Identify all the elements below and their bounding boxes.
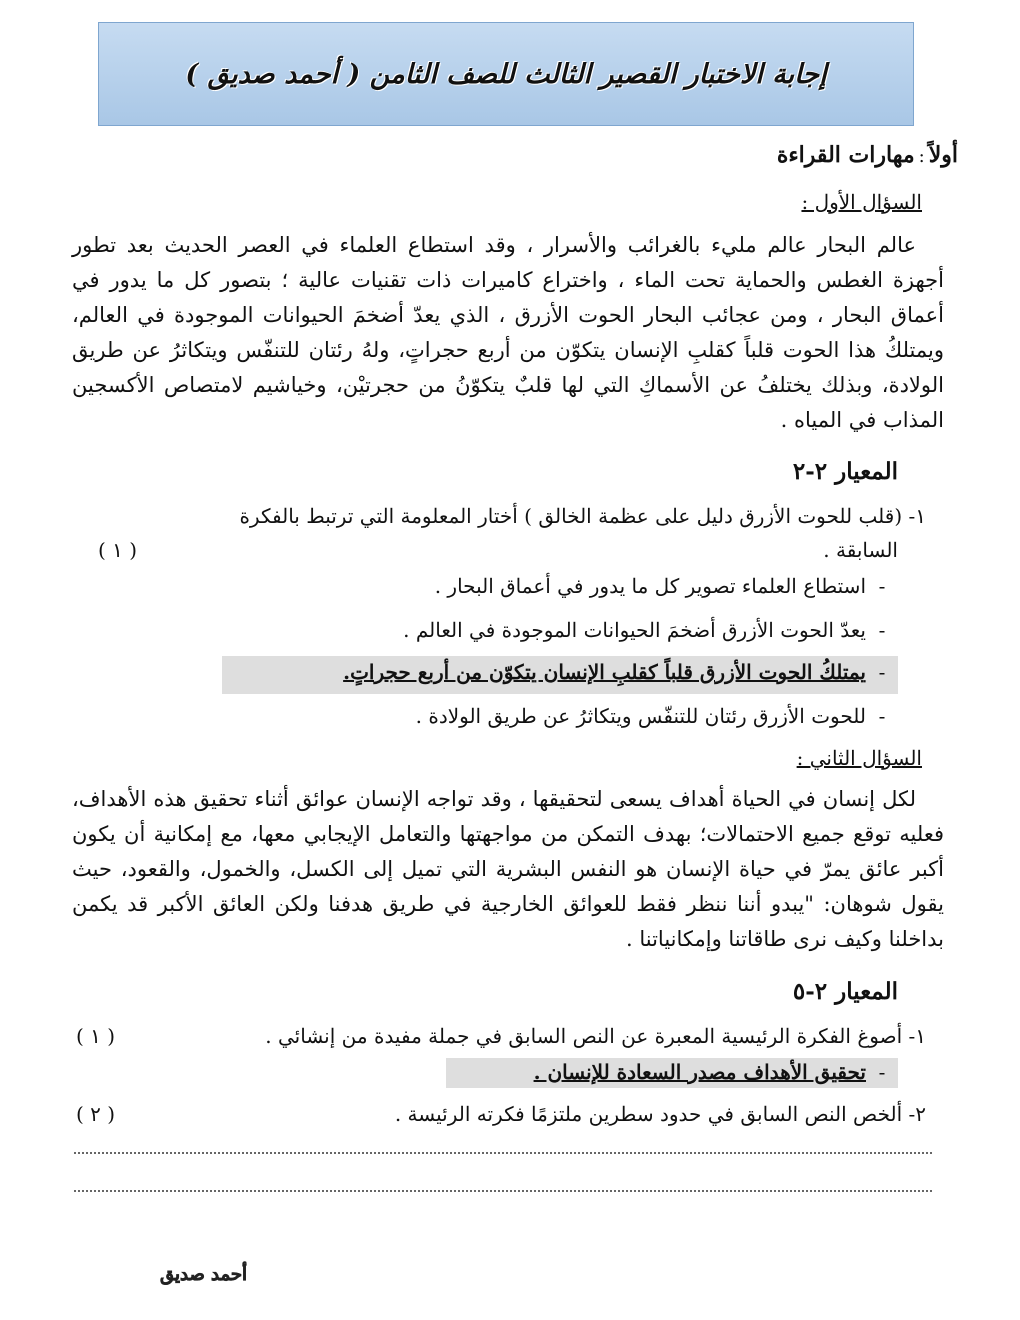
section-name: مهارات القراءة <box>776 142 915 168</box>
option-3-selected[interactable] <box>343 660 898 684</box>
option-4-dash: - <box>878 704 886 728</box>
title-banner <box>98 22 914 126</box>
answer-line-2[interactable] <box>74 1190 932 1192</box>
question-2-passage <box>72 782 944 957</box>
option-3-text: يمتلكُ الحوت الأزرق قلباً كقلبِ الإنسان يتكوّن من أربع حجراتٍ. <box>343 660 866 684</box>
answer-line-1[interactable] <box>74 1152 932 1154</box>
option-3-dash: - <box>878 660 886 684</box>
passage-2-text: لكل إنسان في الحياة أهداف يسعى لتحقيقها ، وقد تواجه الإنسان عوائق أثناء تحقيق هذه الأهداف، فعليه توقع جميع الاحتمالات؛ بهدف التمكن من مواجهتها والتعامل الإيجابي معها، مع إمكانية أن يكون أكبر عائق يمرّ في حياة الإنسان هو النفس البشرية التي تميل إلى الكسل، والخمول، والقعود، حيث يقول شوهان: "يبدو أننا ننظر فقط للعوائق الخارجية في طريق هدفنا ولكن العائق الأكبر قد يكمن بداخلنا وكيف نرى طاقاتنا وإمكانياتنا . <box>72 787 944 951</box>
option-2-dash: - <box>878 618 886 642</box>
section-label: أولاً <box>928 142 958 168</box>
question-1-mark: ( ١ ) <box>98 538 138 562</box>
question-2-item-1-mark: ( ١ ) <box>76 1024 116 1048</box>
page-title: إجابة الاختبار القصير الثالث للصف الثامن ( أحمد صديق ) <box>185 58 827 90</box>
option-1[interactable] <box>435 574 898 598</box>
author-signature: أحمد صديق <box>160 1264 248 1285</box>
section-heading <box>777 142 958 168</box>
question-2-answer <box>534 1060 898 1084</box>
question-1-item-line2: السابقة . <box>823 538 898 562</box>
section-separator: : <box>918 146 925 167</box>
answer-dash: - <box>878 1060 886 1084</box>
option-2-text: يعدّ الحوت الأزرق أضخمَ الحيوانات الموجودة في العالم . <box>403 618 866 642</box>
option-2[interactable] <box>403 618 898 642</box>
option-1-text: استطاع العلماء تصوير كل ما يدور في أعماق البحار . <box>434 574 866 598</box>
option-4[interactable] <box>416 704 898 728</box>
standard-2-label: المعيار ٢-٥ <box>792 978 898 1005</box>
standard-1-label: المعيار ٢-٢ <box>792 458 898 485</box>
question-2-title: السؤال الثاني : <box>796 746 922 770</box>
answer-text: تحقيق الأهداف مصدر السعادة للإنسان . <box>533 1060 866 1084</box>
question-2-item-2-mark: ( ٢ ) <box>76 1102 116 1126</box>
question-1-title: السؤال الأول : <box>801 190 922 214</box>
option-1-dash: - <box>878 574 886 598</box>
question-2-item-2: ٢- ألخص النص السابق في حدود سطرين ملتزمًا فكرته الرئيسة . <box>394 1102 926 1126</box>
question-2-item-1: ١- أصوغ الفكرة الرئيسية المعبرة عن النص السابق في جملة مفيدة من إنشائي . <box>265 1024 926 1048</box>
passage-1-text: عالم البحار عالم مليء بالغرائب والأسرار ، وقد استطاع العلماء في العصر الحديث بعد تطور أجهزة الغطس والحماية تحت الماء ، واختراع كاميرات ذات تقنيات عالية ؛ بتصور كل ما يدور في أعماق البحار ، ومن عجائب البحار الحوت الأزرق ، الذي يعدّ أضخمَ الحيوانات الموجودة في العالم، ويمتلكُ هذا الحوت قلباً كقلبِ الإنسان يتكوّن من أربع حجراتٍ، ولهُ رئتان للتنفّس ويتكاثرُ عن طريق الولادة، وبذلك يختلفُ عن الأسماكِ التي لها قلبٌ يتكوّنُ من حجرتيْن، وخياشيم لامتصاص الأكسجين المذاب في المياه . <box>72 233 944 432</box>
option-4-text: للحوت الأزرق رئتان للتنفّس ويتكاثرُ عن طريق الولادة . <box>415 704 866 728</box>
question-1-passage <box>72 228 944 438</box>
question-1-item-line1: ١- (قلب للحوت الأزرق دليل على عظمة الخالق ) أختار المعلومة التي ترتبط بالفكرة <box>239 504 926 528</box>
